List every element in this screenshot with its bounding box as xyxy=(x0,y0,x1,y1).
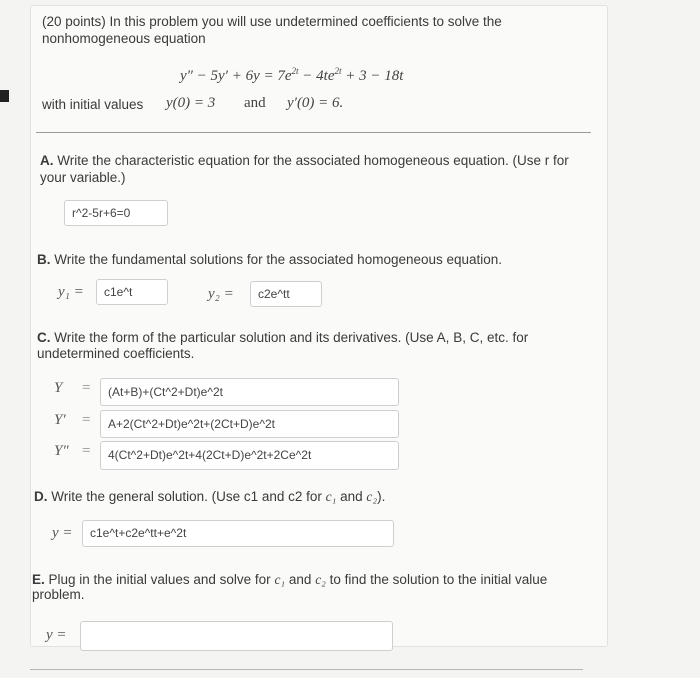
initial-value-2: y′(0) = 6. xyxy=(287,95,344,111)
part-a-line-1: A. Write the characteristic equation for the associated homogeneous equation. (Use r for xyxy=(40,153,569,168)
general-solution-label: y = xyxy=(52,525,73,541)
ode-equation: $y'' - 5y' + 6y = 7e^{2t} - 4te^{2t} + 3 - 18t$ xyxy=(180,66,404,84)
Y-prime-label: Y′ xyxy=(54,412,66,428)
Y-double-prime-equals: = xyxy=(82,443,91,459)
Y-double-prime-label: Y″ xyxy=(54,443,69,459)
Y-input[interactable]: (At+B)+(Ct^2+Dt)e^2t xyxy=(100,378,399,406)
Y-prime-input[interactable]: A+2(Ct^2+Dt)e^2t+(2Ct+D)e^2t xyxy=(100,410,399,438)
ivp-solution-input[interactable] xyxy=(80,621,393,651)
initial-values-label: with initial values xyxy=(42,97,144,112)
intro-line-2: nonhomogeneous equation xyxy=(42,31,206,46)
ivp-solution-label: y = xyxy=(46,627,67,643)
Y-double-prime-input[interactable]: 4(Ct^2+Dt)e^2t+4(2Ct+D)e^2t+2Ce^2t xyxy=(100,441,399,470)
Y-prime-equals: = xyxy=(82,412,91,428)
initial-values-and: and xyxy=(244,95,266,111)
initial-value-1: y(0) = 3 xyxy=(166,95,216,111)
part-b-text: B. Write the fundamental solutions for the associated homogeneous equation. xyxy=(37,252,503,267)
part-c-line-1: C. Write the form of the particular solution and its derivatives. (Use A, B, C, etc. for xyxy=(37,330,529,345)
part-e-line-1: E. Plug in the initial values and solve for c₁ and c₂ to find the solution to the initial value xyxy=(32,572,548,587)
bottom-divider xyxy=(30,669,583,670)
y1-input[interactable]: c1e^t xyxy=(96,279,168,305)
Y-equals: = xyxy=(82,380,91,396)
general-solution-input[interactable]: c1e^t+c2e^tt+e^2t xyxy=(82,520,394,547)
part-a-line-2: your variable.) xyxy=(40,170,126,185)
part-c-line-2: undetermined coefficients. xyxy=(37,346,195,361)
y1-label: y₁ = xyxy=(58,284,84,300)
y2-input[interactable]: c2e^tt xyxy=(250,281,322,307)
intro-line-1: (20 points) In this problem you will use undetermined coefficients to solve the xyxy=(42,14,502,29)
y2-label: y₂ = xyxy=(208,286,234,302)
header-divider xyxy=(36,132,591,133)
left-edge-marker xyxy=(0,90,9,102)
Y-label: Y xyxy=(54,380,63,396)
characteristic-equation-input[interactable]: r^2-5r+6=0 xyxy=(64,200,168,226)
part-d-text: D. Write the general solution. (Use c1 and c2 for c₁ and c₂). xyxy=(34,489,386,504)
part-e-line-2: problem. xyxy=(32,587,85,602)
